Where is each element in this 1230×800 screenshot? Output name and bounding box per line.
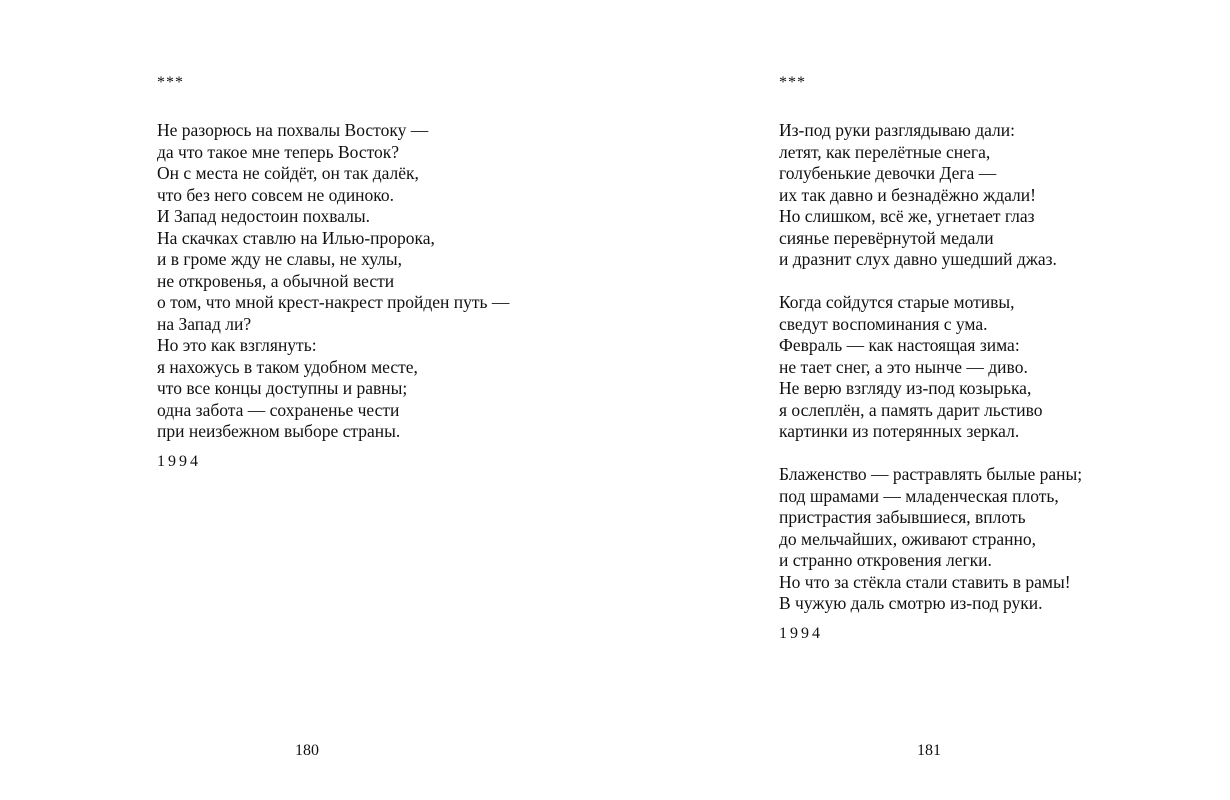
poem-line: что все концы доступны и равны; [157, 378, 408, 398]
poem-line: их так давно и безнадёжно ждали! [779, 184, 1036, 205]
poem-line: Из-под руки разглядываю дали: [779, 120, 1015, 140]
poem-line: На скачках ставлю на Илью-пророка, [157, 227, 435, 248]
poem-line: я нахожусь в таком удобном месте, [157, 356, 418, 377]
stanza [157, 120, 509, 443]
poem-line: одна забота — сохраненье чести [157, 399, 400, 420]
poem-line: летят, как перелётные снега, [779, 141, 991, 162]
poem-left [157, 72, 509, 473]
poem-year: 1994 [779, 624, 823, 642]
poem-line: о том, что мной крест-накрест пройден путь — [157, 292, 510, 312]
poem-line: Но слишком, всё же, угнетает глаз [779, 206, 1035, 226]
poem-line: под шрамами — младенческая плоть, [779, 485, 1059, 506]
poem-line: Не разорюсь на похвалы Востоку — [157, 120, 429, 140]
poem-line: голубенькие девочки Дега — [779, 163, 997, 183]
poem-line: сиянье перевёрнутой медали [779, 227, 994, 248]
poem-line: картинки из потерянных зеркал. [779, 421, 1020, 441]
stanza [779, 120, 1082, 271]
stanza [779, 292, 1082, 443]
poem-year: 1994 [157, 452, 201, 470]
poem-line: Блаженство — растравлять былые раны; [779, 464, 1083, 484]
poem-text [779, 120, 1082, 615]
poem-line: не откровенья, а обычной вести [157, 270, 395, 291]
poem-line: я ослеплён, а память дарит льстиво [779, 399, 1043, 420]
poem-line: на Запад ли? [157, 313, 252, 334]
poem-line: и в громе жду не славы, не хулы, [157, 249, 403, 269]
poem-line: Когда сойдутся старые мотивы, [779, 292, 1015, 312]
page-number: 181 [917, 742, 941, 759]
section-separator: *** [157, 74, 184, 91]
poem-line: не тает снег, а это нынче — диво. [779, 356, 1028, 377]
poem-line: и дразнит слух давно ушедший джаз. [779, 249, 1057, 269]
right-page [615, 0, 1230, 800]
poem-line: В чужую даль смотрю из-под руки. [779, 593, 1043, 613]
poem-line: сведут воспоминания с ума. [779, 313, 988, 334]
poem-right [779, 72, 1082, 645]
poem-line: Февраль — как настоящая зима: [779, 335, 1020, 355]
poem-line: что без него совсем не одиноко. [157, 184, 395, 205]
section-separator: *** [779, 74, 806, 91]
poem-line: Но что за стёкла стали ставить в рамы! [779, 571, 1071, 592]
poem-line: Но это как взглянуть: [157, 335, 317, 355]
poem-line: пристрастия забывшиеся, вплоть [779, 507, 1026, 527]
page-number: 180 [295, 742, 319, 759]
poem-line: да что такое мне теперь Восток? [157, 141, 400, 162]
poem-line: при неизбежном выборе страны. [157, 421, 401, 441]
poem-line: И Запад недостоин похвалы. [157, 206, 371, 226]
poem-line: Он с места не сойдёт, он так далёк, [157, 163, 419, 183]
stanza [779, 464, 1082, 615]
poem-line: до мельчайших, оживают странно, [779, 528, 1036, 549]
poem-text [157, 120, 509, 443]
poem-line: и странно откровения легки. [779, 550, 992, 570]
poem-line: Не верю взгляду из-под козырька, [779, 378, 1032, 398]
